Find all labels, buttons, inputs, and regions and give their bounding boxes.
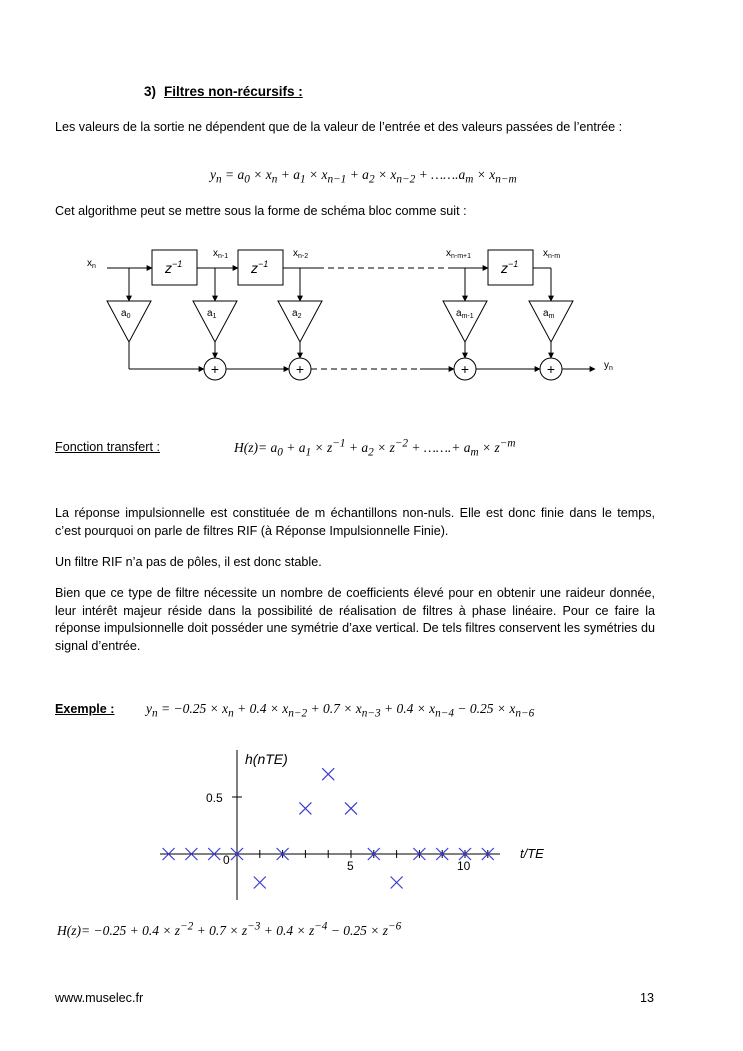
coef-label-4: $a_m$: [543, 308, 555, 320]
final-equation: $H(z)= -0.25 + 0.4 \times z^{-2} + 0.7 \times z^{-3} + 0.4 \times z^{-4} - 0.25 \times z^{-6}$: [57, 920, 402, 938]
block-diagram-intro: Cet algorithme peut se mettre sous la forme de schéma bloc comme suit :: [55, 204, 467, 218]
section-title: [144, 84, 303, 99]
tap-label-4: $x_{n-m}$: [543, 248, 561, 260]
coef-label-1: $a_1$: [207, 308, 217, 320]
paragraph-3: Bien que ce type de filtre nécessite un nombre de coefficients élevé pour en obtenir une raideur donnée, leur intérêt majeur réside dans la possibilité de réalisation de filtres à phase linéaire. Pour ce faire la réponse impulsionnelle doit posséder une symétrie d’axe vertical. De tels filtres conservent les symétries du signal d’entrée.: [55, 586, 655, 653]
summer-plus-2: +: [295, 361, 305, 377]
tap-label-1: $x_{n-1}$: [213, 248, 229, 260]
example-label: Exemple :: [55, 702, 115, 716]
gain-triangle-1: [193, 301, 237, 342]
x-tick-label-10: 10: [457, 859, 471, 873]
transfer-equation: $H(z)= a_0 + a_1 \times z^{-1} + a_2 \times z^{-2}$ + …….+ $a_m \times z^{-m}$: [234, 437, 516, 459]
coef-label-2: $a_2$: [292, 308, 302, 320]
coef-label-0: $a_0$: [121, 308, 131, 320]
delay-label-2: $z^{-1}$: [251, 259, 269, 276]
gain-triangle-3: [443, 301, 487, 342]
data-point-marker: [299, 802, 311, 814]
input-label: $x_n$: [87, 258, 96, 270]
summer-plus-3: +: [460, 361, 470, 377]
paragraph-2: Un filtre RIF n’a pas de pôles, il est donc stable.: [55, 555, 322, 569]
gain-triangle-4: [529, 301, 573, 342]
equation-yn: $y_n = a_0 \times x_n + a_1 \times x_{n-1} + a_2 \times x_{n-2}$ + $\dots\dots.a_m \times x_{n-m}$: [210, 167, 517, 186]
paragraph-1: La réponse impulsionnelle est constituée de m échantillons non-nuls. Elle est donc finie dans le temps, c’est pourquoi on parle de filtres RIF (à Réponse Impulsionnelle Finie).: [55, 506, 655, 538]
chart-ylabel: h(nTE): [245, 751, 288, 767]
footer-page-number: 13: [640, 991, 655, 1005]
intro-paragraph: Les valeurs de la sortie ne dépendent que de la valeur de l’entrée et des valeurs passées de l’entrée :: [55, 120, 623, 134]
data-point-marker: [254, 877, 266, 889]
x-tick-label-5: 5: [347, 859, 354, 873]
y-tick-label-0-5: 0.5: [206, 791, 223, 805]
transfer-label: Fonction transfert :: [55, 440, 160, 454]
gain-triangle-2: [278, 301, 322, 342]
chart-xlabel: t/TE: [520, 846, 544, 861]
tap-label-3: $x_{n-m+1}$: [446, 248, 472, 260]
data-point-marker: [322, 768, 334, 780]
summer-plus-1: +: [210, 361, 220, 377]
data-point-marker: [345, 802, 357, 814]
footer-site: www.muselec.fr: [55, 991, 144, 1005]
tap-label-2: $x_{n-2}$: [293, 248, 309, 260]
output-label: $y_n$: [604, 360, 613, 372]
example-equation: $y_n = -0.25 \times x_n + 0.4 \times x_{n-2} + 0.7 \times x_{n-3} + 0.4 \times x_{n-4} - 0.25 \times x_{n-6}$: [146, 701, 535, 720]
data-point-marker: [391, 877, 403, 889]
gain-triangle-0: [107, 301, 151, 342]
impulse-response-chart: [0, 740, 743, 900]
delay-label-1: $z^{-1}$: [165, 259, 183, 276]
delay-label-3: $z^{-1}$: [501, 259, 519, 276]
block-diagram: [0, 235, 743, 395]
section-number: 3): [144, 84, 157, 99]
section-title-text: Filtres non-récursifs :: [164, 84, 303, 99]
x-tick-label-0: 0: [223, 853, 230, 867]
coef-label-3: $a_{m-1}$: [456, 308, 474, 320]
summer-plus-4: +: [546, 361, 556, 377]
